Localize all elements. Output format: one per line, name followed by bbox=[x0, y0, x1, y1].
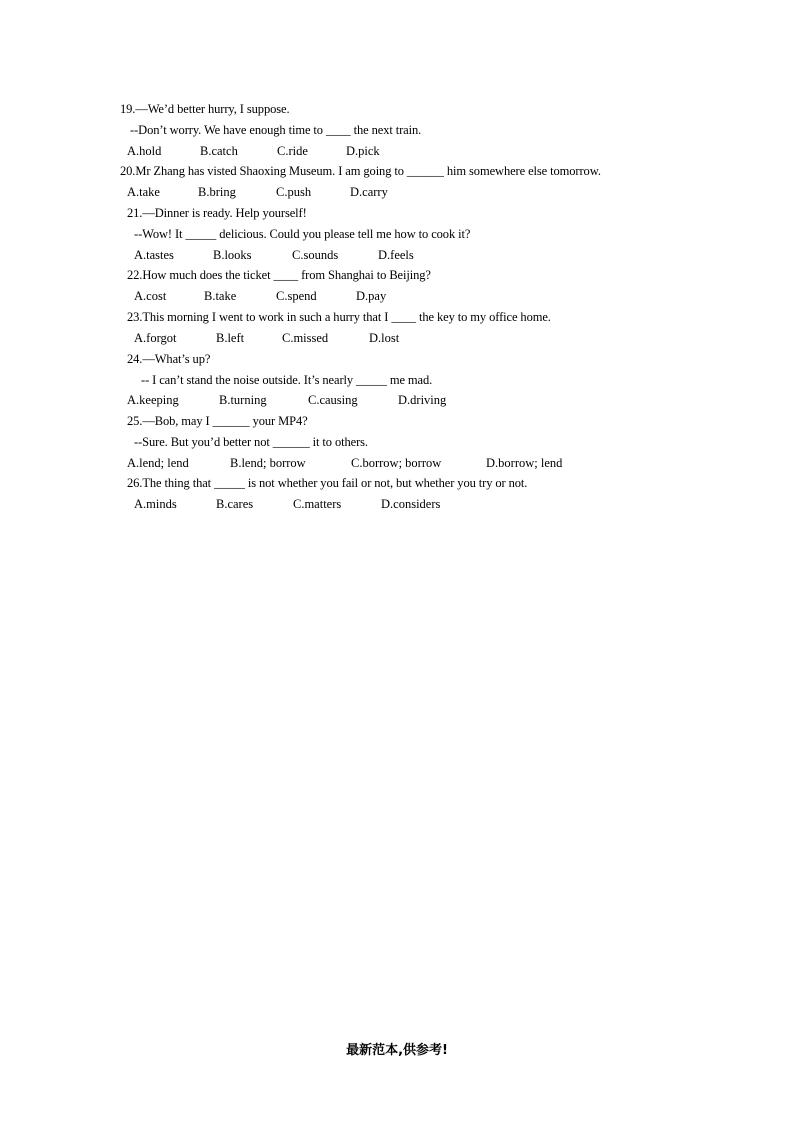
option-b: B.bring bbox=[198, 185, 236, 199]
option-a: A.hold bbox=[127, 144, 162, 158]
option-b: B.cares bbox=[216, 497, 254, 511]
question-reply: -- I can’t stand the noise outside. It’s nearly _____ me mad. bbox=[141, 373, 433, 387]
option-d: D.carry bbox=[350, 185, 388, 199]
option-a: A.take bbox=[127, 185, 160, 199]
option-d: D.considers bbox=[381, 497, 441, 511]
option-c: C.ride bbox=[277, 144, 308, 158]
option-b: B.left bbox=[216, 331, 245, 345]
option-d: D.driving bbox=[398, 393, 447, 407]
option-c: C.causing bbox=[308, 393, 358, 407]
option-b: B.take bbox=[204, 289, 237, 303]
question-reply: --Sure. But you’d better not ______ it to others. bbox=[134, 435, 368, 449]
option-c: C.borrow; borrow bbox=[351, 456, 442, 470]
footer-note: 最新范本,供参考! bbox=[346, 1043, 448, 1058]
question-stem: 22.How much does the ticket ____ from Shanghai to Beijing? bbox=[127, 268, 431, 282]
option-d: D.borrow; lend bbox=[486, 456, 563, 470]
option-b: B.catch bbox=[200, 144, 238, 158]
option-d: D.pay bbox=[356, 289, 387, 303]
option-d: D.pick bbox=[346, 144, 380, 158]
option-c: C.matters bbox=[293, 497, 342, 511]
question-reply: --Don’t worry. We have enough time to ____ the next train. bbox=[127, 123, 422, 137]
question-stem: 19.—We’d better hurry, I suppose. bbox=[120, 102, 290, 116]
question-stem: 26.The thing that _____ is not whether you fail or not, but whether you try or not. bbox=[127, 476, 528, 490]
option-a: A.tastes bbox=[134, 248, 174, 262]
option-b: B.looks bbox=[213, 248, 252, 262]
question-stem: 21.—Dinner is ready. Help yourself! bbox=[127, 206, 307, 220]
option-c: C.spend bbox=[276, 289, 317, 303]
question-stem: 24.—What’s up? bbox=[127, 352, 211, 366]
option-c: C.sounds bbox=[292, 248, 339, 262]
option-a: A.cost bbox=[134, 289, 167, 303]
option-d: D.feels bbox=[378, 248, 414, 262]
option-a: A.minds bbox=[134, 497, 177, 511]
option-b: B.turning bbox=[219, 393, 267, 407]
option-c: C.push bbox=[276, 185, 312, 199]
option-a: A.forgot bbox=[134, 331, 177, 345]
question-stem: 23.This morning I went to work in such a hurry that I ____ the key to my office home. bbox=[127, 310, 551, 324]
question-stem: 20.Mr Zhang has visted Shaoxing Museum. I am going to ______ him somewhere else tomorrow. bbox=[120, 164, 601, 178]
option-d: D.lost bbox=[369, 331, 400, 345]
option-a: A.keeping bbox=[127, 393, 179, 407]
option-b: B.lend; borrow bbox=[230, 456, 306, 470]
option-a: A.lend; lend bbox=[127, 456, 189, 470]
question-reply: --Wow! It _____ delicious. Could you please tell me how to cook it? bbox=[134, 227, 471, 241]
question-stem: 25.—Bob, may I ______ your MP4? bbox=[127, 414, 308, 428]
option-c: C.missed bbox=[282, 331, 329, 345]
